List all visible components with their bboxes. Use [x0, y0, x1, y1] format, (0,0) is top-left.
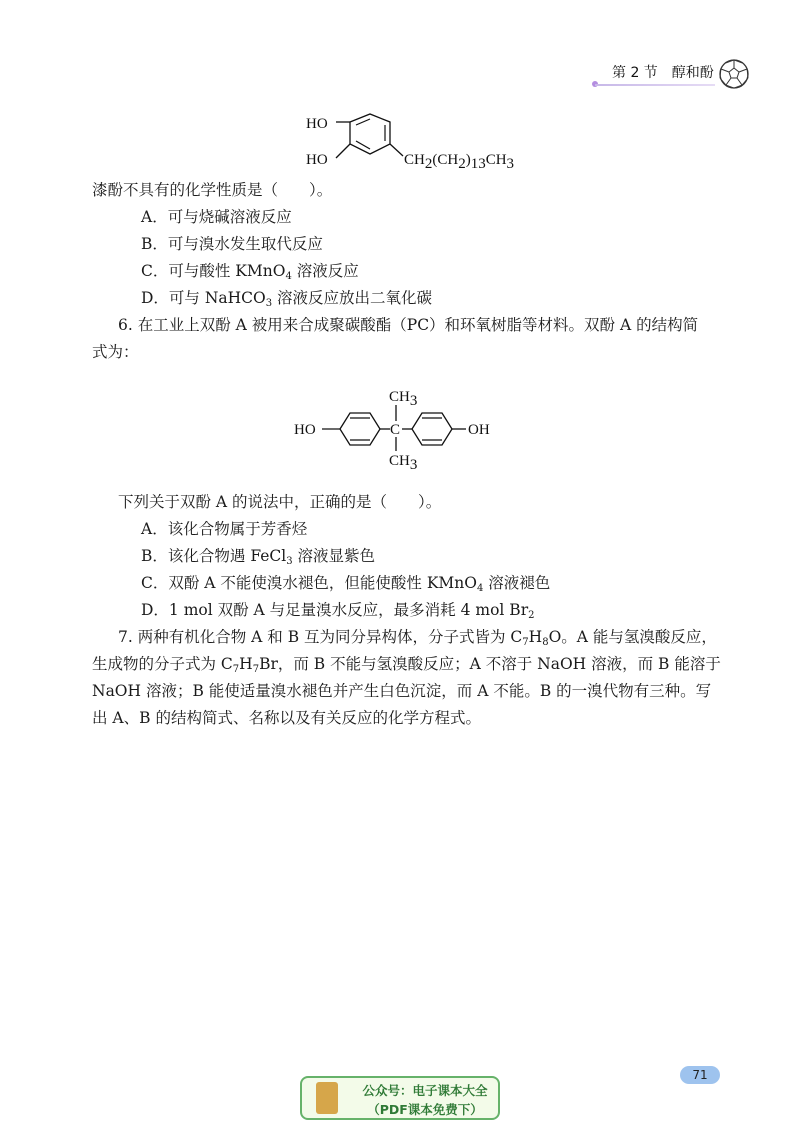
fullerene-icon [718, 58, 750, 90]
mol2-center-c: C [390, 422, 401, 438]
mol1-ho-bottom: HO [306, 152, 328, 168]
watermark-banner [300, 1076, 500, 1120]
mol2-ch3-bottom: CH3 [389, 453, 418, 473]
q6-option-b: B．该化合物遇 FeCl$_3$ 溶液显紫色 [141, 547, 376, 567]
q6-option-c: C．双酚 A 不能使溴水褪色，但能使酸性 KMnO$_4$ 溶液褪色 [141, 574, 551, 594]
mol1-ho-top: HO [306, 116, 328, 132]
q6-option-d: D．1 mol 双酚 A 与足量溴水反应，最多消耗 4 mol $Br_2$ [141, 601, 535, 621]
q7-line4: 出 A、B 的结构简式、名称以及有关反应的化学方程式。 [92, 709, 481, 727]
mol2-oh: OH [468, 422, 490, 438]
q5-option-a: A．可与烧碱溶液反应 [141, 208, 292, 226]
book-icon [316, 1082, 338, 1114]
urushiol-structure [300, 108, 520, 178]
q7-line2: 生成物的分子式为 $C_7H_7Br$，而 B 不能与氢溴酸反应；A 不溶于 NaOH 溶液，而 B 能溶于 [92, 655, 721, 675]
q6-stem-line1: 6. 在工业上双酚 A 被用来合成聚碳酸酯（PC）和环氧树脂等材料。双酚 A 的结构简 [118, 316, 699, 334]
watermark-line1: 公众号：电子课本大全 [362, 1083, 488, 1098]
q5-option-c: C．可与酸性 KMnO$_4$ 溶液反应 [141, 262, 359, 282]
mol2-ch3-top: CH3 [389, 389, 418, 409]
q6-stem-line2: 式为： [92, 343, 139, 361]
mol2-ho: HO [294, 422, 316, 438]
page-number: 71 [680, 1066, 720, 1084]
chapter-header-title: 第 2 节 醇和酚 [612, 65, 714, 81]
q7-line1: 7. 两种有机化合物 A 和 B 互为同分异构体，分子式皆为 $C_7H_8O$。A 能与氢溴酸反应， [118, 628, 717, 648]
q5-option-d: D．可与 NaHCO$_3$ 溶液反应放出二氧化碳 [141, 289, 433, 309]
q6-option-a: A．该化合物属于芳香烃 [141, 520, 308, 538]
q7-line3: NaOH 溶液；B 能使适量溴水褪色并产生白色沉淀，而 A 不能。B 的一溴代物有三种。写 [92, 682, 712, 700]
watermark-line2: （PDF课本免费下） [367, 1102, 483, 1117]
q5-option-b: B．可与溴水发生取代反应 [141, 235, 323, 253]
q5-stem: 漆酚不具有的化学性质是（ ）。 [92, 181, 333, 199]
bisphenol-a-structure [292, 383, 532, 473]
q6-question: 下列关于双酚 A 的说法中，正确的是（ ）。 [118, 493, 442, 511]
mol1-chain: CH2(CH2)13CH3 [404, 152, 515, 172]
header-underline [595, 84, 715, 86]
